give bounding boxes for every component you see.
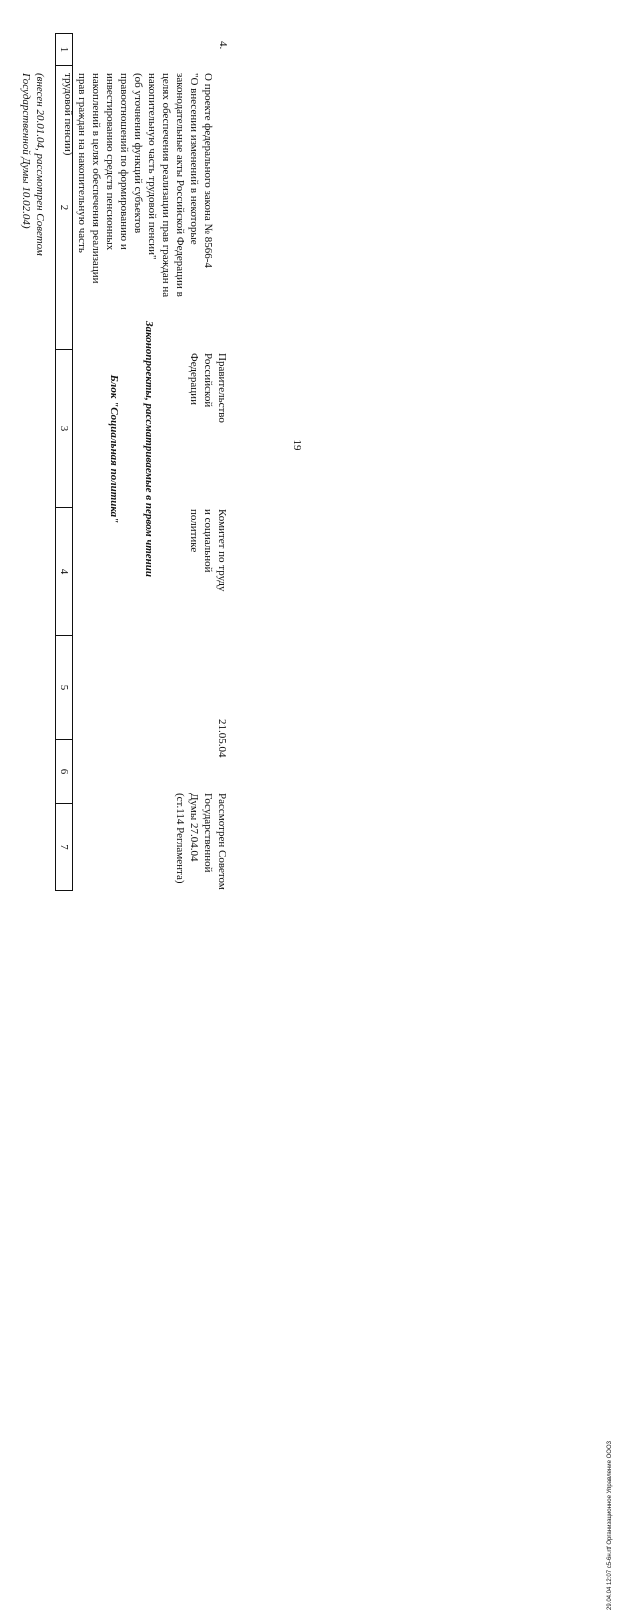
row-status: Рассмотрен Советом Государственной Думы 27.04.04 (ст.114 Регламента) bbox=[174, 793, 228, 890]
row-note: (внесен 20.01.04, рассмотрен Советом Государственной Думы 10.02.04) bbox=[20, 73, 46, 256]
block-heading: Блок "Социальная политика" bbox=[108, 374, 120, 524]
footer-meta: 29.04.04 12:07 с5-6н.rtf Организационное Управление ООО3 bbox=[607, 1441, 613, 1610]
footer-wrap bbox=[604, 870, 616, 1610]
page-number: 19 bbox=[291, 439, 303, 451]
header-col-7: 7 bbox=[58, 844, 70, 850]
row-committee: Комитет по труду и социальной политике bbox=[188, 509, 228, 592]
header-col-1: 1 bbox=[56, 34, 72, 66]
row-description bbox=[5, 73, 229, 355]
header-col-5: 5 bbox=[56, 636, 72, 740]
row-description-text: О проекте федерального закона № 8566-4 "О внесении изменений в некоторые законодательные акты Российской Федерации в целях обеспечения реализации прав граждан на накопительную часть трудовой пенсии" (об уточнении функций субъектов правоотношений по формированию и инвестированию средств пенсионных накоплений в целях обеспечения реализации прав граждан на накопительную часть трудовой пенсии) bbox=[62, 73, 214, 298]
row-initiator: Правительство Российской Федерации bbox=[188, 353, 228, 423]
row-number: 4. bbox=[217, 41, 229, 50]
table-row bbox=[20, 33, 229, 890]
document-sheet bbox=[20, 19, 625, 890]
header-col-2: 2 bbox=[56, 66, 72, 350]
header-col-4: 4 bbox=[56, 508, 72, 636]
header-col-3: 3 bbox=[56, 350, 72, 508]
row-date: 21.05.04 bbox=[216, 719, 228, 758]
section-title: Законопроекты, рассматриваемые в первом чтении bbox=[143, 321, 155, 577]
header-col-6: 6 bbox=[56, 740, 72, 804]
